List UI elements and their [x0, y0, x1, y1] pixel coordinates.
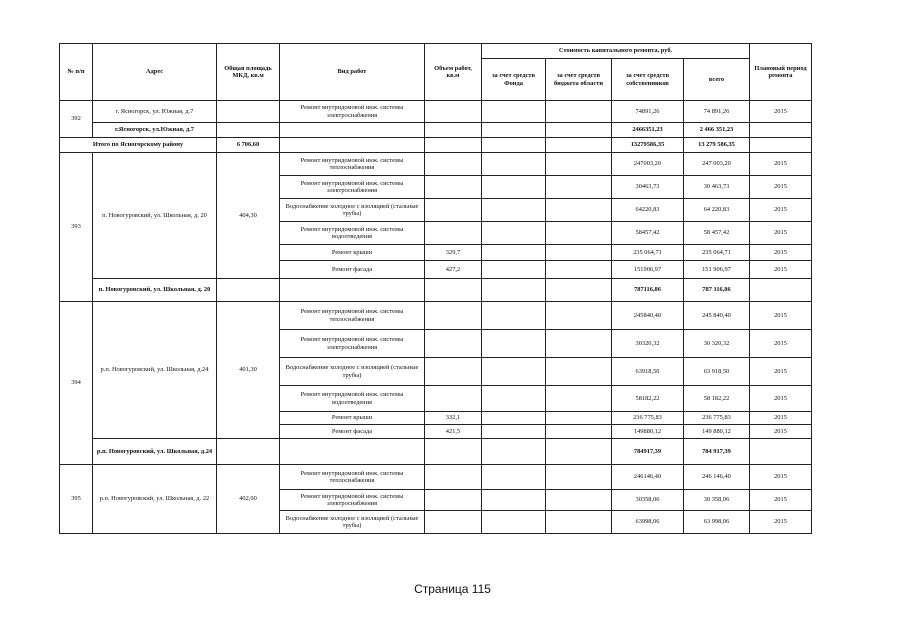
subtotal-total: 787 116,86	[684, 279, 750, 302]
row-fund	[482, 101, 546, 123]
row-work: Ремонт крыши	[280, 245, 425, 261]
row-total: 58 457,42	[684, 222, 750, 245]
row-owners: 58182,22	[612, 386, 684, 412]
page-number: Страница 115	[414, 582, 491, 596]
row-area: 402,00	[217, 465, 280, 534]
row-area: 401,30	[217, 302, 280, 439]
row-volume	[425, 465, 482, 490]
subtotal-label: р.п. Новогуровский, ул. Школьная, д.24	[93, 439, 217, 465]
row-work: Ремонт внутридомовой инж. системы теплоснабжения	[280, 153, 425, 176]
row-owners: 245840,40	[612, 302, 684, 330]
row-volume	[425, 101, 482, 123]
row-volume: 332,1	[425, 412, 482, 425]
subtotal-owners: 784917,39	[612, 439, 684, 465]
row-period: 2015	[750, 425, 812, 439]
row-work: Ремонт внутридомовой инж. системы водоотведения	[280, 386, 425, 412]
header-num: № п/п	[60, 44, 93, 101]
row-volume	[425, 222, 482, 245]
header-address: Адрес	[93, 44, 217, 101]
row-area	[217, 101, 280, 123]
row-num: 394	[60, 302, 93, 465]
row-num: 392	[60, 101, 93, 138]
row-volume	[425, 386, 482, 412]
row-owners: 64220,83	[612, 199, 684, 222]
row-owners: 30358,06	[612, 490, 684, 511]
row-num: 393	[60, 153, 93, 302]
row-owners: 151906,97	[612, 261, 684, 279]
row-volume	[425, 176, 482, 199]
row-total: 64 220,83	[684, 199, 750, 222]
row-address: р.п. Новогуровский, ул. Школьная, д. 22	[93, 465, 217, 534]
row-period: 2015	[750, 245, 812, 261]
subtotal-label: г.Ясногорск, ул.Южная, д.7	[93, 123, 217, 138]
table-row	[60, 153, 812, 176]
header-fund: за счет средств Фонда	[482, 59, 546, 101]
row-volume	[425, 153, 482, 176]
row-work: Ремонт внутридомовой инж. системы водоотведения	[280, 222, 425, 245]
row-total: 245 840,40	[684, 302, 750, 330]
row-owners: 58457,42	[612, 222, 684, 245]
row-work: Ремонт крыши	[280, 412, 425, 425]
row-volume	[425, 490, 482, 511]
row-volume: 427,2	[425, 261, 482, 279]
row-volume	[425, 358, 482, 386]
row-owners: 246146,40	[612, 465, 684, 490]
row-volume: 329,7	[425, 245, 482, 261]
subtotal-label: п. Новогуровский, ул. Школьная, д. 20	[93, 279, 217, 302]
row-work: Ремонт внутридомовой инж. системы электроснабжения	[280, 176, 425, 199]
row-total: 246 146,40	[684, 465, 750, 490]
table-row	[60, 302, 812, 330]
district-total-label: Итого по Ясногорскому району	[60, 138, 217, 153]
row-period: 2015	[750, 101, 812, 123]
header-work-type: Вид работ	[280, 44, 425, 101]
row-owners: 63918,50	[612, 358, 684, 386]
row-owners: 30463,73	[612, 176, 684, 199]
row-work: Ремонт внутридомовой инж. системы электроснабжения	[280, 330, 425, 358]
row-owners: 235 064,71	[612, 245, 684, 261]
row-work: Водоснабжение холодное с изоляцией (стальные трубы)	[280, 358, 425, 386]
row-address: п. Новогуровский, ул. Школьная, д. 20	[93, 153, 217, 279]
row-volume	[425, 199, 482, 222]
header-volume: Объем работ, кв.м	[425, 44, 482, 101]
header-total: всего	[684, 59, 750, 101]
district-total-total: 13 279 586,35	[684, 138, 750, 153]
row-total: 151 906,97	[684, 261, 750, 279]
row-volume	[425, 330, 482, 358]
subtotal-row	[60, 439, 812, 465]
row-work: Водоснабжение холодное с изоляцией (стальные трубы)	[280, 199, 425, 222]
district-total-row	[60, 138, 812, 153]
row-total: 74 891,26	[684, 101, 750, 123]
district-total-area: 6 706,60	[217, 138, 280, 153]
row-total: 236 775,83	[684, 412, 750, 425]
row-period: 2015	[750, 302, 812, 330]
header-regional-budget: за счет средств бюджета области	[546, 59, 612, 101]
row-work: Ремонт внутридомовой инж. системы теплоснабжения	[280, 465, 425, 490]
subtotal-owners: 2466351,23	[612, 123, 684, 138]
row-volume: 421,5	[425, 425, 482, 439]
row-period: 2015	[750, 176, 812, 199]
row-work: Ремонт внутридомовой инж. системы теплоснабжения	[280, 302, 425, 330]
row-area: 404,30	[217, 153, 280, 279]
capital-repair-table	[59, 43, 812, 534]
row-period: 2015	[750, 511, 812, 534]
table-row	[60, 465, 812, 490]
row-volume	[425, 302, 482, 330]
row-period: 2015	[750, 412, 812, 425]
row-period: 2015	[750, 199, 812, 222]
header-area: Общая площадь МКД, кв.м	[217, 44, 280, 101]
row-total: 30 358,06	[684, 490, 750, 511]
subtotal-row	[60, 123, 812, 138]
row-budget	[546, 101, 612, 123]
row-owners: 247003,20	[612, 153, 684, 176]
row-period: 2015	[750, 261, 812, 279]
row-total: 63 998,06	[684, 511, 750, 534]
row-work: Ремонт фасада	[280, 261, 425, 279]
row-total: 63 918,50	[684, 358, 750, 386]
row-period: 2015	[750, 222, 812, 245]
row-work: Водоснабжение холодное с изоляцией (стальные трубы)	[280, 511, 425, 534]
row-period: 2015	[750, 490, 812, 511]
row-address: г. Ясногорск, ул. Южная, д.7	[93, 101, 217, 123]
row-owners: 149880,12	[612, 425, 684, 439]
subtotal-row	[60, 279, 812, 302]
subtotal-total: 784 917,39	[684, 439, 750, 465]
subtotal-total: 2 466 351,23	[684, 123, 750, 138]
row-period: 2015	[750, 386, 812, 412]
row-period: 2015	[750, 330, 812, 358]
row-owners: 74891,26	[612, 101, 684, 123]
row-work: Ремонт фасада	[280, 425, 425, 439]
row-period: 2015	[750, 358, 812, 386]
district-total-owners: 13279586,35	[612, 138, 684, 153]
row-total: 247 003,20	[684, 153, 750, 176]
row-volume	[425, 511, 482, 534]
header-owners: за счет средств собственников	[612, 59, 684, 101]
row-owners: 236 775,83	[612, 412, 684, 425]
header-cost-group: Стоимость капитального ремонта, руб.	[482, 44, 750, 59]
row-owners: 30320,32	[612, 330, 684, 358]
row-address: р.п. Новогуровский, ул. Школьная, д.24	[93, 302, 217, 439]
row-work: Ремонт внутридомовой инж. системы электроснабжения	[280, 490, 425, 511]
row-total: 30 463,73	[684, 176, 750, 199]
header-period: Плановый период ремонта	[750, 44, 812, 101]
table-row	[60, 101, 812, 123]
row-total: 30 320,32	[684, 330, 750, 358]
row-total: 235 064,71	[684, 245, 750, 261]
row-total: 58 182,22	[684, 386, 750, 412]
row-period: 2015	[750, 465, 812, 490]
row-owners: 63998,06	[612, 511, 684, 534]
row-period: 2015	[750, 153, 812, 176]
row-total: 149 880,12	[684, 425, 750, 439]
subtotal-owners: 787116,86	[612, 279, 684, 302]
row-num: 395	[60, 465, 93, 534]
row-work: Ремонт внутридомовой инж. системы электроснабжения	[280, 101, 425, 123]
